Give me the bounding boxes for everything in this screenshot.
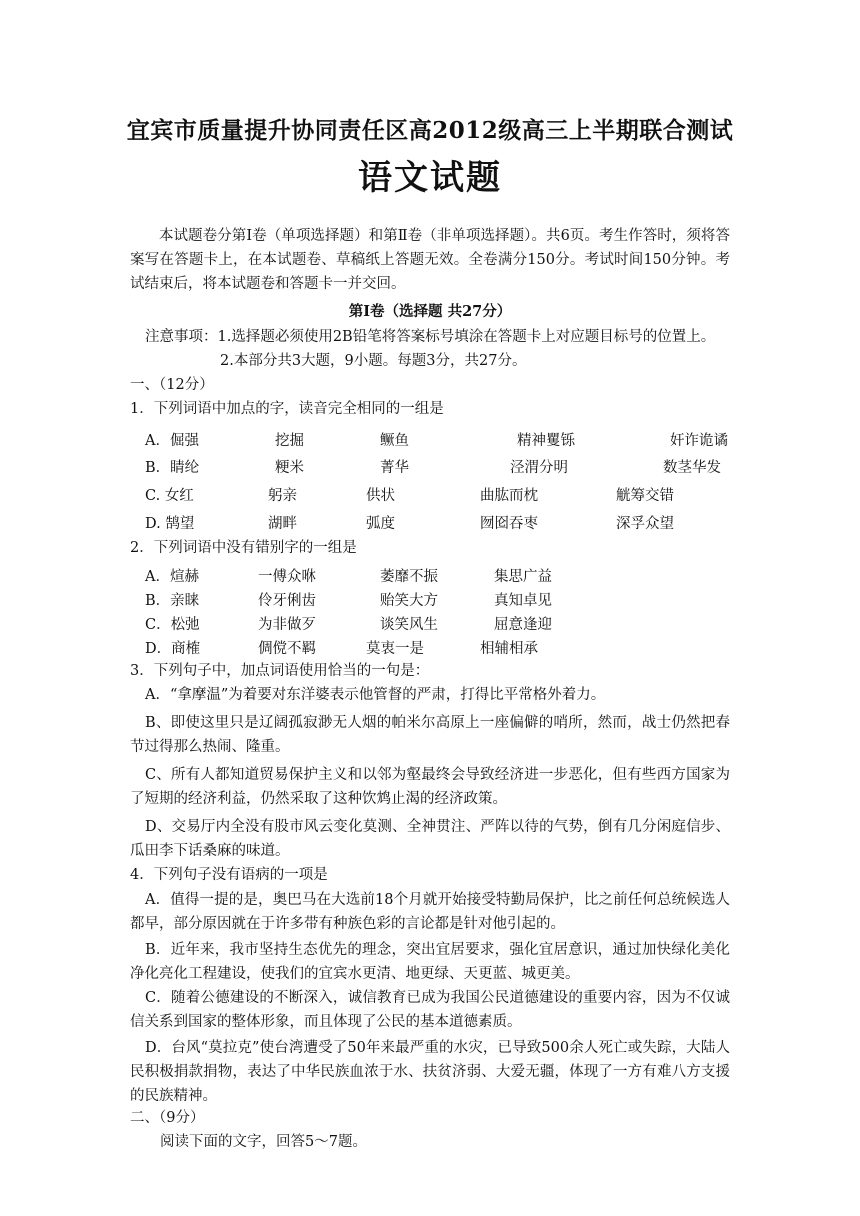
q2-option: 伶牙俐齿: [258, 593, 316, 609]
q1-option: 供状: [366, 488, 395, 504]
reading-instruction: 阅读下面的文字，回答5～7题。: [160, 1134, 367, 1150]
q2-option: B．亲睐: [145, 593, 200, 609]
q3-option-d: D、交易厅内全没有股市风云变化莫测、全神贯注、严阵以待的气势，倒有几分闲庭信步、瓜田李下话桑麻的味道。: [130, 819, 730, 859]
q4-stem: 4．下列句子没有语病的一项是: [130, 867, 328, 883]
note-line-2: 2.本部分共3大题，9小题。每题3分，共27分。: [220, 353, 527, 369]
q4-option-c: C．随着公德建设的不断深入，诚信教育已成为我国公民道德建设的重要内容，因为不仅诚信关系到国家的整体形象，而且体现了公民的基本道德素质。: [130, 990, 730, 1030]
q2-option: 倜傥不羁: [258, 641, 316, 657]
q3-option-a: A．“拿摩温”为着要对东洋婆表示他管督的严肃，打得比平常格外着力。: [145, 687, 606, 703]
q4-option-d: D．台风“莫拉克”使台湾遭受了50年来最严重的水灾，已导致500余人死亡或失踪，大陆人民积极捐款捐物，表达了中华民族血浓于水、扶贫济弱、大爱无疆，体现了一方有难八方支援的民族精神。: [130, 1040, 730, 1104]
q4-option-b: B．近年来，我市坚持生态优先的理念，突出宜居要求，强化宜居意识，通过加快绿化美化净化亮化工程建设，使我们的宜宾水更清、地更绿、天更蓝、城更美。: [130, 942, 730, 982]
q2-option: D．商榷: [145, 641, 201, 657]
q2-option: 莫衷一是: [366, 641, 424, 657]
q1-option: C. 女红: [145, 488, 194, 504]
q2-option: 相辅相承: [480, 641, 538, 657]
q1-option: 湖畔: [268, 516, 297, 532]
q1-option: 数茎华发: [663, 460, 721, 476]
q1-option: 深孚众望: [616, 516, 674, 532]
note-line-1: 注意事项：1.选择题必须使用2B铅笔将答案标号填涂在答题卡上对应题目标号的位置上。: [145, 329, 716, 345]
q2-option: 屈意逢迎: [494, 617, 552, 633]
q1-option: 粳米: [275, 460, 304, 476]
q2-option: 为非做歹: [258, 617, 316, 633]
q2-option: A．煊赫: [145, 569, 199, 585]
section-title: 第Ⅰ卷（选择题 共27分）: [348, 303, 512, 320]
q2-option: C．松弛: [145, 617, 200, 633]
q2-option: 贻笑大方: [380, 593, 438, 609]
exam-title: 宜宾市质量提升协同责任区高2012级高三上半期联合测试: [126, 117, 734, 144]
q3-option-b: B、即使这里只是辽阔孤寂渺无人烟的帕米尔高原上一座偏僻的哨所，然而，战士仍然把春节过得那么热闹、隆重。: [130, 715, 730, 755]
q1-option: 躬亲: [268, 488, 297, 504]
q1-option: 曲肱而枕: [480, 488, 538, 504]
q2-option: 真知卓见: [494, 593, 552, 609]
q4-option-a: A．值得一提的是，奥巴马在大选前18个月就开始接受特勤局保护，比之前任何总统候选人都早，部分原因就在于许多带有种族色彩的言论都是针对他引起的。: [130, 892, 730, 932]
q1-option: 弧度: [366, 516, 395, 532]
q1-option: 泾渭分明: [510, 460, 568, 476]
part-two-heading: 二、（9分）: [130, 1110, 205, 1126]
q2-option: 一傅众咻: [258, 569, 316, 585]
q1-option: A．倔强: [145, 433, 199, 449]
q2-option: 谈笑风生: [380, 617, 438, 633]
q1-option: D. 鹄望: [145, 516, 195, 532]
q1-option: 觥筹交错: [616, 488, 674, 504]
part-one-heading: 一、（12分）: [130, 377, 214, 393]
q1-option: 菁华: [380, 460, 409, 476]
q1-option: 囫囵吞枣: [480, 516, 538, 532]
q2-option: 萎靡不振: [380, 569, 438, 585]
q1-option: 奸诈诡谲: [670, 433, 728, 449]
q2-stem: 2．下列词语中没有错别字的一组是: [130, 540, 357, 556]
q3-stem: 3．下列句子中，加点词语使用恰当的一句是：: [130, 663, 430, 679]
intro-paragraph: 本试题卷分第Ⅰ卷（单项选择题）和第Ⅱ卷（非单项选择题）。共6页。考生作答时，须将答案写在答题卡上，在本试题卷、草稿纸上答题无效。全卷满分150分。考试时间150分钟。考试结束后，将本试题卷和答题卡一并交回。: [130, 228, 730, 292]
q1-option: 精神矍铄: [517, 433, 575, 449]
q1-option: B．睛纶: [145, 460, 200, 476]
q1-option: 鳜鱼: [380, 433, 409, 449]
q3-option-c: C、所有人都知道贸易保护主义和以邻为壑最终会导致经济进一步恶化，但有些西方国家为了短期的经济利益，仍然采取了这种饮鸩止渴的经济政策。: [130, 767, 730, 807]
exam-subject-title: 语文试题: [358, 158, 502, 198]
q2-option: 集思广益: [494, 569, 552, 585]
q1-option: 挖掘: [275, 433, 304, 449]
q1-stem: 1．下列词语中加点的字，读音完全相同的一组是: [130, 401, 444, 417]
